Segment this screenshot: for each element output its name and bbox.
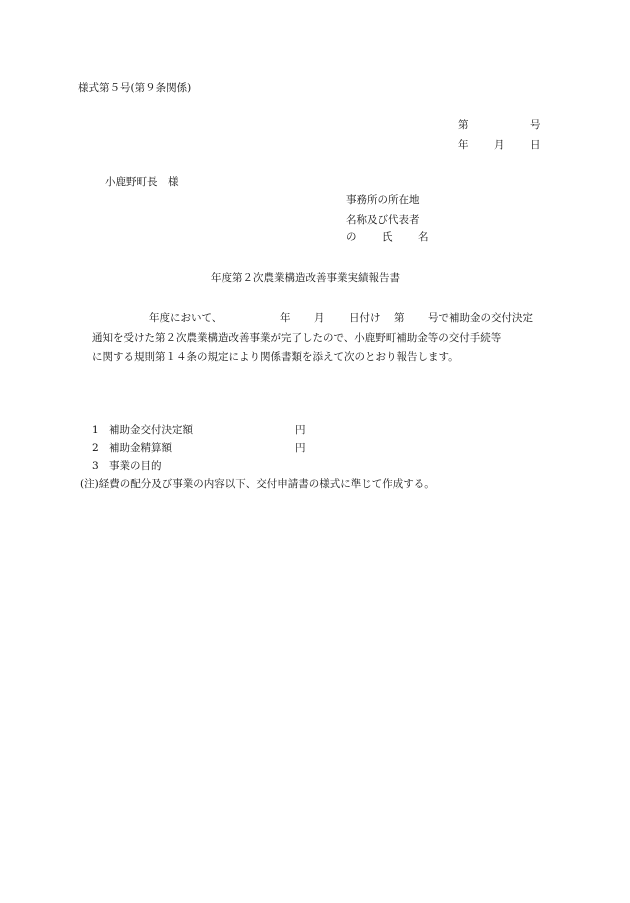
item-number: 3 [92, 460, 99, 472]
applicant-address-label: 事務所の所在地 [346, 194, 420, 206]
report-title: 年度第２次農業構造改善事業実績報告書 [211, 272, 400, 284]
item-unit: 円 [295, 442, 306, 454]
addressee: 小鹿野町長 様 [105, 176, 179, 188]
applicant-suffix-shi: 氏 [382, 231, 393, 243]
doc-number-go: 号 [530, 119, 541, 131]
body-nen: 年 [280, 312, 291, 324]
item-unit: 円 [295, 424, 306, 436]
body-hizuke: 日付け [349, 312, 381, 324]
date-day: 日 [530, 139, 541, 151]
body-rest: 号で補助金の交付決定 [428, 312, 533, 324]
body-line-3: に関する規則第１４条の規定により関係書類を添えて次のとおり報告します。 [92, 351, 459, 363]
body-nendo: 年度において、 [149, 312, 223, 324]
body-gatsu: 月 [314, 312, 325, 324]
date-year: 年 [458, 139, 469, 151]
item-label: 補助金交付決定額 [109, 424, 193, 436]
applicant-name-label: 名称及び代表者 [346, 214, 420, 226]
note: (注)経費の配分及び事業の内容以下、交付申請書の様式に準じて作成する。 [80, 478, 435, 490]
body-line-2: 通知を受けた第２次農業構造改善事業が完了したので、小鹿野町補助金等の交付手続等 [92, 332, 502, 344]
date-month: 月 [494, 139, 505, 151]
form-number: 様式第５号(第９条関係) [78, 82, 192, 94]
item-label: 補助金精算額 [109, 442, 172, 454]
item-label: 事業の目的 [109, 460, 162, 472]
doc-number-dai: 第 [458, 119, 469, 131]
body-dai: 第 [394, 312, 405, 324]
applicant-suffix-mei: 名 [418, 231, 429, 243]
item-number: 1 [92, 424, 99, 436]
item-number: 2 [92, 442, 99, 454]
applicant-suffix-no: の [346, 231, 357, 243]
